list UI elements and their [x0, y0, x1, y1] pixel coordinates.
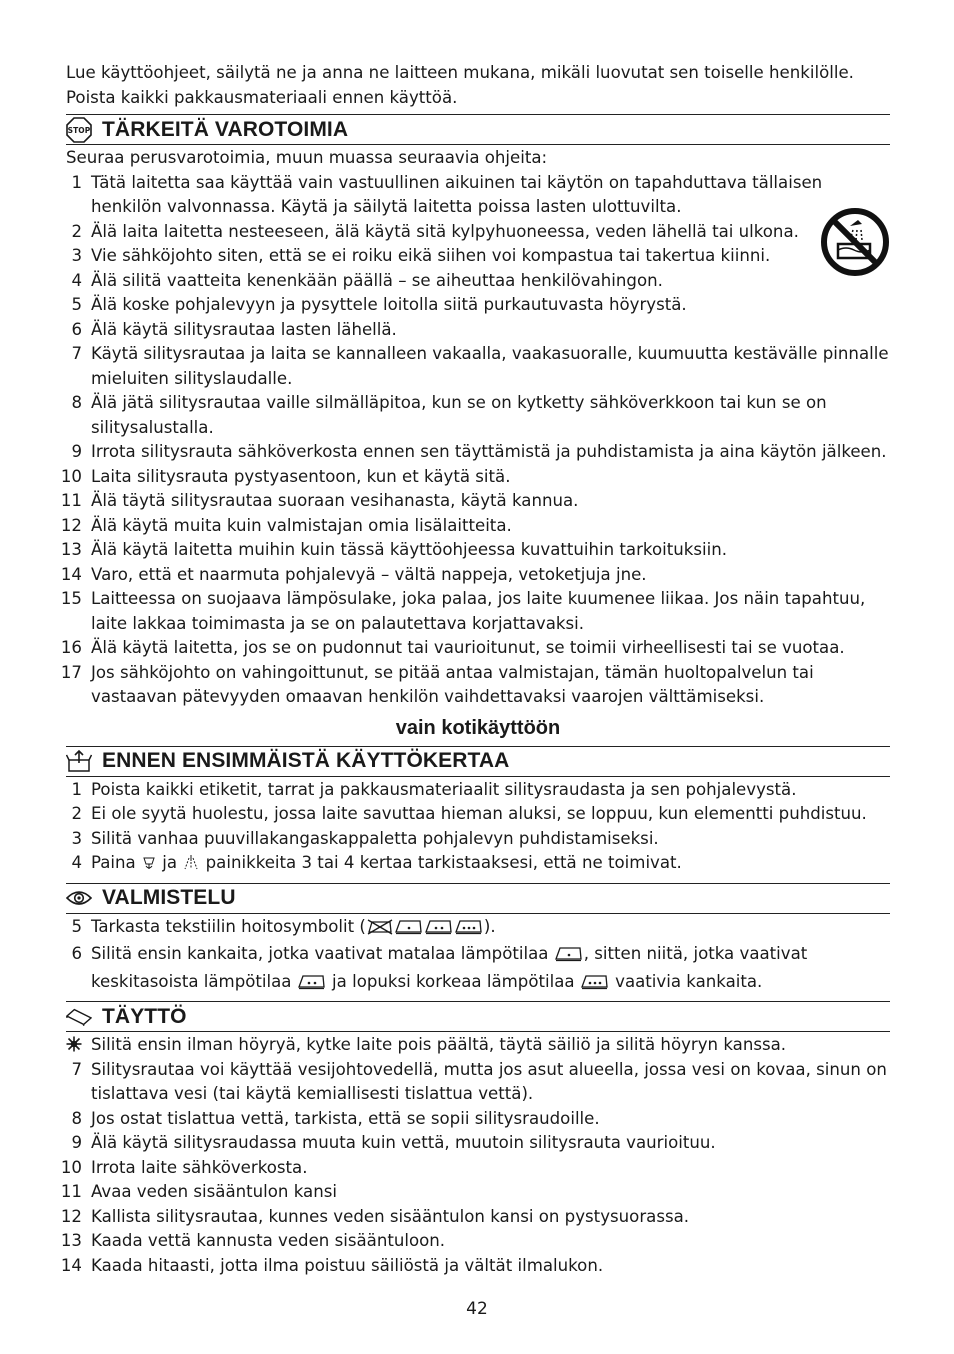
steam-shot-icon: [141, 854, 157, 879]
iron-three-dots-icon: [580, 972, 610, 998]
iron-two-dots-icon: [424, 917, 454, 943]
list-item: 2 Ei ole syytä huolestu, jossa laite savuttaa hieman aluksi, se loppuu, kun elementti puhdistuu.: [71, 804, 867, 823]
list-item: 12 Kallista silitysrautaa, kunnes veden sisääntulon kansi on pystysuorassa.: [60, 1206, 690, 1226]
no-bath-icon: [820, 206, 890, 278]
star-icon: [60, 1033, 82, 1058]
list-item: 5 Älä koske pohjalevyyn ja pysyttele loitolla siitä purkautuvasta höyrystä.: [71, 295, 687, 314]
section-safety-header: [66, 114, 890, 145]
intro-line-1: Lue käyttöohjeet, säilytä ne ja anna ne laitteen mukana, mikäli luovutat sen toiselle henkilölle.: [66, 63, 854, 82]
intro-line-2: Poista kaikki pakkausmateriaali ennen käyttöä.: [66, 87, 458, 107]
list-item: 9 Älä käytä silitysraudassa muuta kuin vettä, muutoin silitysrauta vaurioituu.: [71, 1133, 716, 1152]
iron-one-dot-icon: [554, 944, 584, 970]
list-item: 6 Älä käytä silitysrautaa lasten lähellä.: [71, 319, 397, 339]
section-prep-header: [66, 883, 890, 914]
list-item: 6 Silitä ensin kankaita, jotka vaativat matalaa lämpötilaa , sitten niitä, jotka vaativat keskitasoista lämpötilaa ja lopuksi korkeaa lämpötilaa vaativia kankaita.: [66, 942, 890, 997]
list-item: 5 Tarkasta tekstiilin hoitosymbolit ( ).: [66, 915, 890, 943]
list-item: 1 Tätä laitetta saa käyttää vain vastuullinen aikuinen tai käytön on tapahduttava tällaisen henkilön valvonnassa. Käytä ja säilytä laitetta poissa lasten ulottuvilta.: [71, 172, 823, 216]
list-item: Silitä ensin ilman höyryä, kytke laite pois päältä, täytä säiliö ja silitä höyryn kanssa.: [66, 1033, 890, 1058]
safety-list: [60, 171, 890, 710]
iron-three-dots-icon: [454, 917, 484, 943]
section-first-use-title: ENNEN ENSIMMÄISTÄ KÄYTTÖKERTAA: [102, 749, 510, 772]
stop-icon-text: STOP: [67, 125, 91, 135]
safety-lead: Seuraa perusvarotoimia, muun muassa seuraavia ohjeita:: [66, 148, 548, 167]
section-prep-title: VALMISTELU: [102, 886, 236, 909]
list-item: 13 Kaada vettä kannusta veden sisääntuloon.: [60, 1231, 446, 1250]
iron-one-dot-icon: [394, 917, 424, 943]
list-item: 4 Paina ja painikkeita 3 tai 4 kertaa tarkistaaksesi, että ne toimivat.: [66, 851, 890, 879]
section-fill-header: [66, 1001, 890, 1032]
list-item: 12 Älä käytä muita kuin valmistajan omia lisälaitteita.: [60, 515, 512, 535]
list-item: 16 Älä käytä laitetta, jos se on pudonnut tai vaurioitunut, se toimii virheellisesti tai se vuotaa.: [60, 638, 845, 657]
list-item: 7 Silitysrautaa voi käyttää vesijohtovedellä, mutta jos asut alueella, jossa vesi on kovaa, sinun on tislattava vesi (tai käytä kemiallisesti tislattua vettä).: [71, 1059, 887, 1103]
fill-tray-icon: [66, 1005, 92, 1029]
list-item: 13 Älä käytä laitetta muihin kuin tässä käyttöohjeessa kuvattuihin tarkoituksiin.: [60, 540, 727, 559]
list-item: 17 Jos sähköjohto on vahingoittunut, se pitää antaa valmistajan, tämän huoltopalvelun tai vastaavan pätevyyden omaavan henkilön vaihdettavaksi vaarojen välttämiseksi.: [60, 662, 814, 706]
section-first-use-header: [66, 746, 890, 777]
list-item: 14 Kaada hitaasti, jotta ilma poistuu säiliöstä ja vältät ilmalukon.: [60, 1255, 604, 1275]
list-item: 8 Jos ostat tislattua vettä, tarkista, että se sopii silitysraudoille.: [71, 1108, 600, 1128]
list-item: 11 Älä täytä silitysrautaa suoraan vesihanasta, käytä kannua.: [60, 491, 579, 510]
list-item: 7 Käytä silitysrautaa ja laita se kannalleen vakaalla, vaakasuoralle, kuumuutta kestävälle pinnalle mieluiten silityslaudalle.: [71, 344, 889, 388]
list-item: 4 Älä silitä vaatteita kenenkään päällä – se aiheuttaa henkilövahingon.: [71, 270, 663, 290]
iron-two-dots-icon: [297, 972, 327, 998]
list-item: 9 Irrota silitysrauta sähköverkosta ennen sen täyttämistä ja puhdistamista ja aina käytön jälkeen.: [71, 442, 887, 461]
eye-icon: [66, 886, 92, 910]
unpack-box-icon: [66, 749, 92, 773]
list-item: 1 Poista kaikki etiketit, tarrat ja pakkausmateriaalit silitysraudasta ja sen pohjalevystä.: [71, 779, 797, 799]
home-use-note: vain kotikäyttöön: [395, 716, 561, 739]
section-fill-title: TÄYTTÖ: [102, 1004, 187, 1028]
spray-icon: [182, 853, 200, 879]
section-safety-title: TÄRKEITÄ VAROTOIMIA: [102, 117, 349, 141]
list-item: 11 Avaa veden sisääntulon kansi: [60, 1182, 337, 1201]
no-iron-symbol-icon: [366, 917, 394, 943]
list-item: 3 Vie sähköjohto siten, että se ei roiku eikä siihen voi kompastua tai takertua kiinni.: [71, 246, 771, 265]
list-item: 14 Varo, että et naarmuta pohjalevyä – vältä nappeja, vetoketjuja jne.: [60, 564, 647, 584]
list-item: 2 Älä laita laitetta nesteeseen, älä käytä sitä kylpyhuoneessa, veden lähellä tai ulkona.: [71, 221, 799, 241]
first-use-list: [66, 778, 890, 879]
prep-list: [66, 915, 890, 998]
list-item: 15 Laitteessa on suojaava lämpösulake, joka palaa, jos laite kuumenee liikaa. Jos näin tapahtuu, laite lakkaa toimimasta ja se on palautettava korjattavaksi.: [60, 589, 866, 633]
list-item: 10 Laita silitysrauta pystyasentoon, kun et käytä sitä.: [60, 466, 511, 486]
list-item: 3 Silitä vanhaa puuvillakangaskappaletta pohjalevyn puhdistamiseksi.: [71, 828, 659, 848]
list-item: 8 Älä jätä silitysrautaa vaille silmälläpitoa, kun se on kytketty sähköverkkoon tai kun se on silitysalustalla.: [71, 393, 827, 437]
page-number: 42: [466, 1299, 488, 1319]
stop-icon: [66, 118, 92, 142]
list-item: 10 Irrota laite sähköverkosta.: [60, 1157, 308, 1177]
fill-list: [60, 1033, 890, 1278]
manual-page: [60, 61, 890, 1278]
